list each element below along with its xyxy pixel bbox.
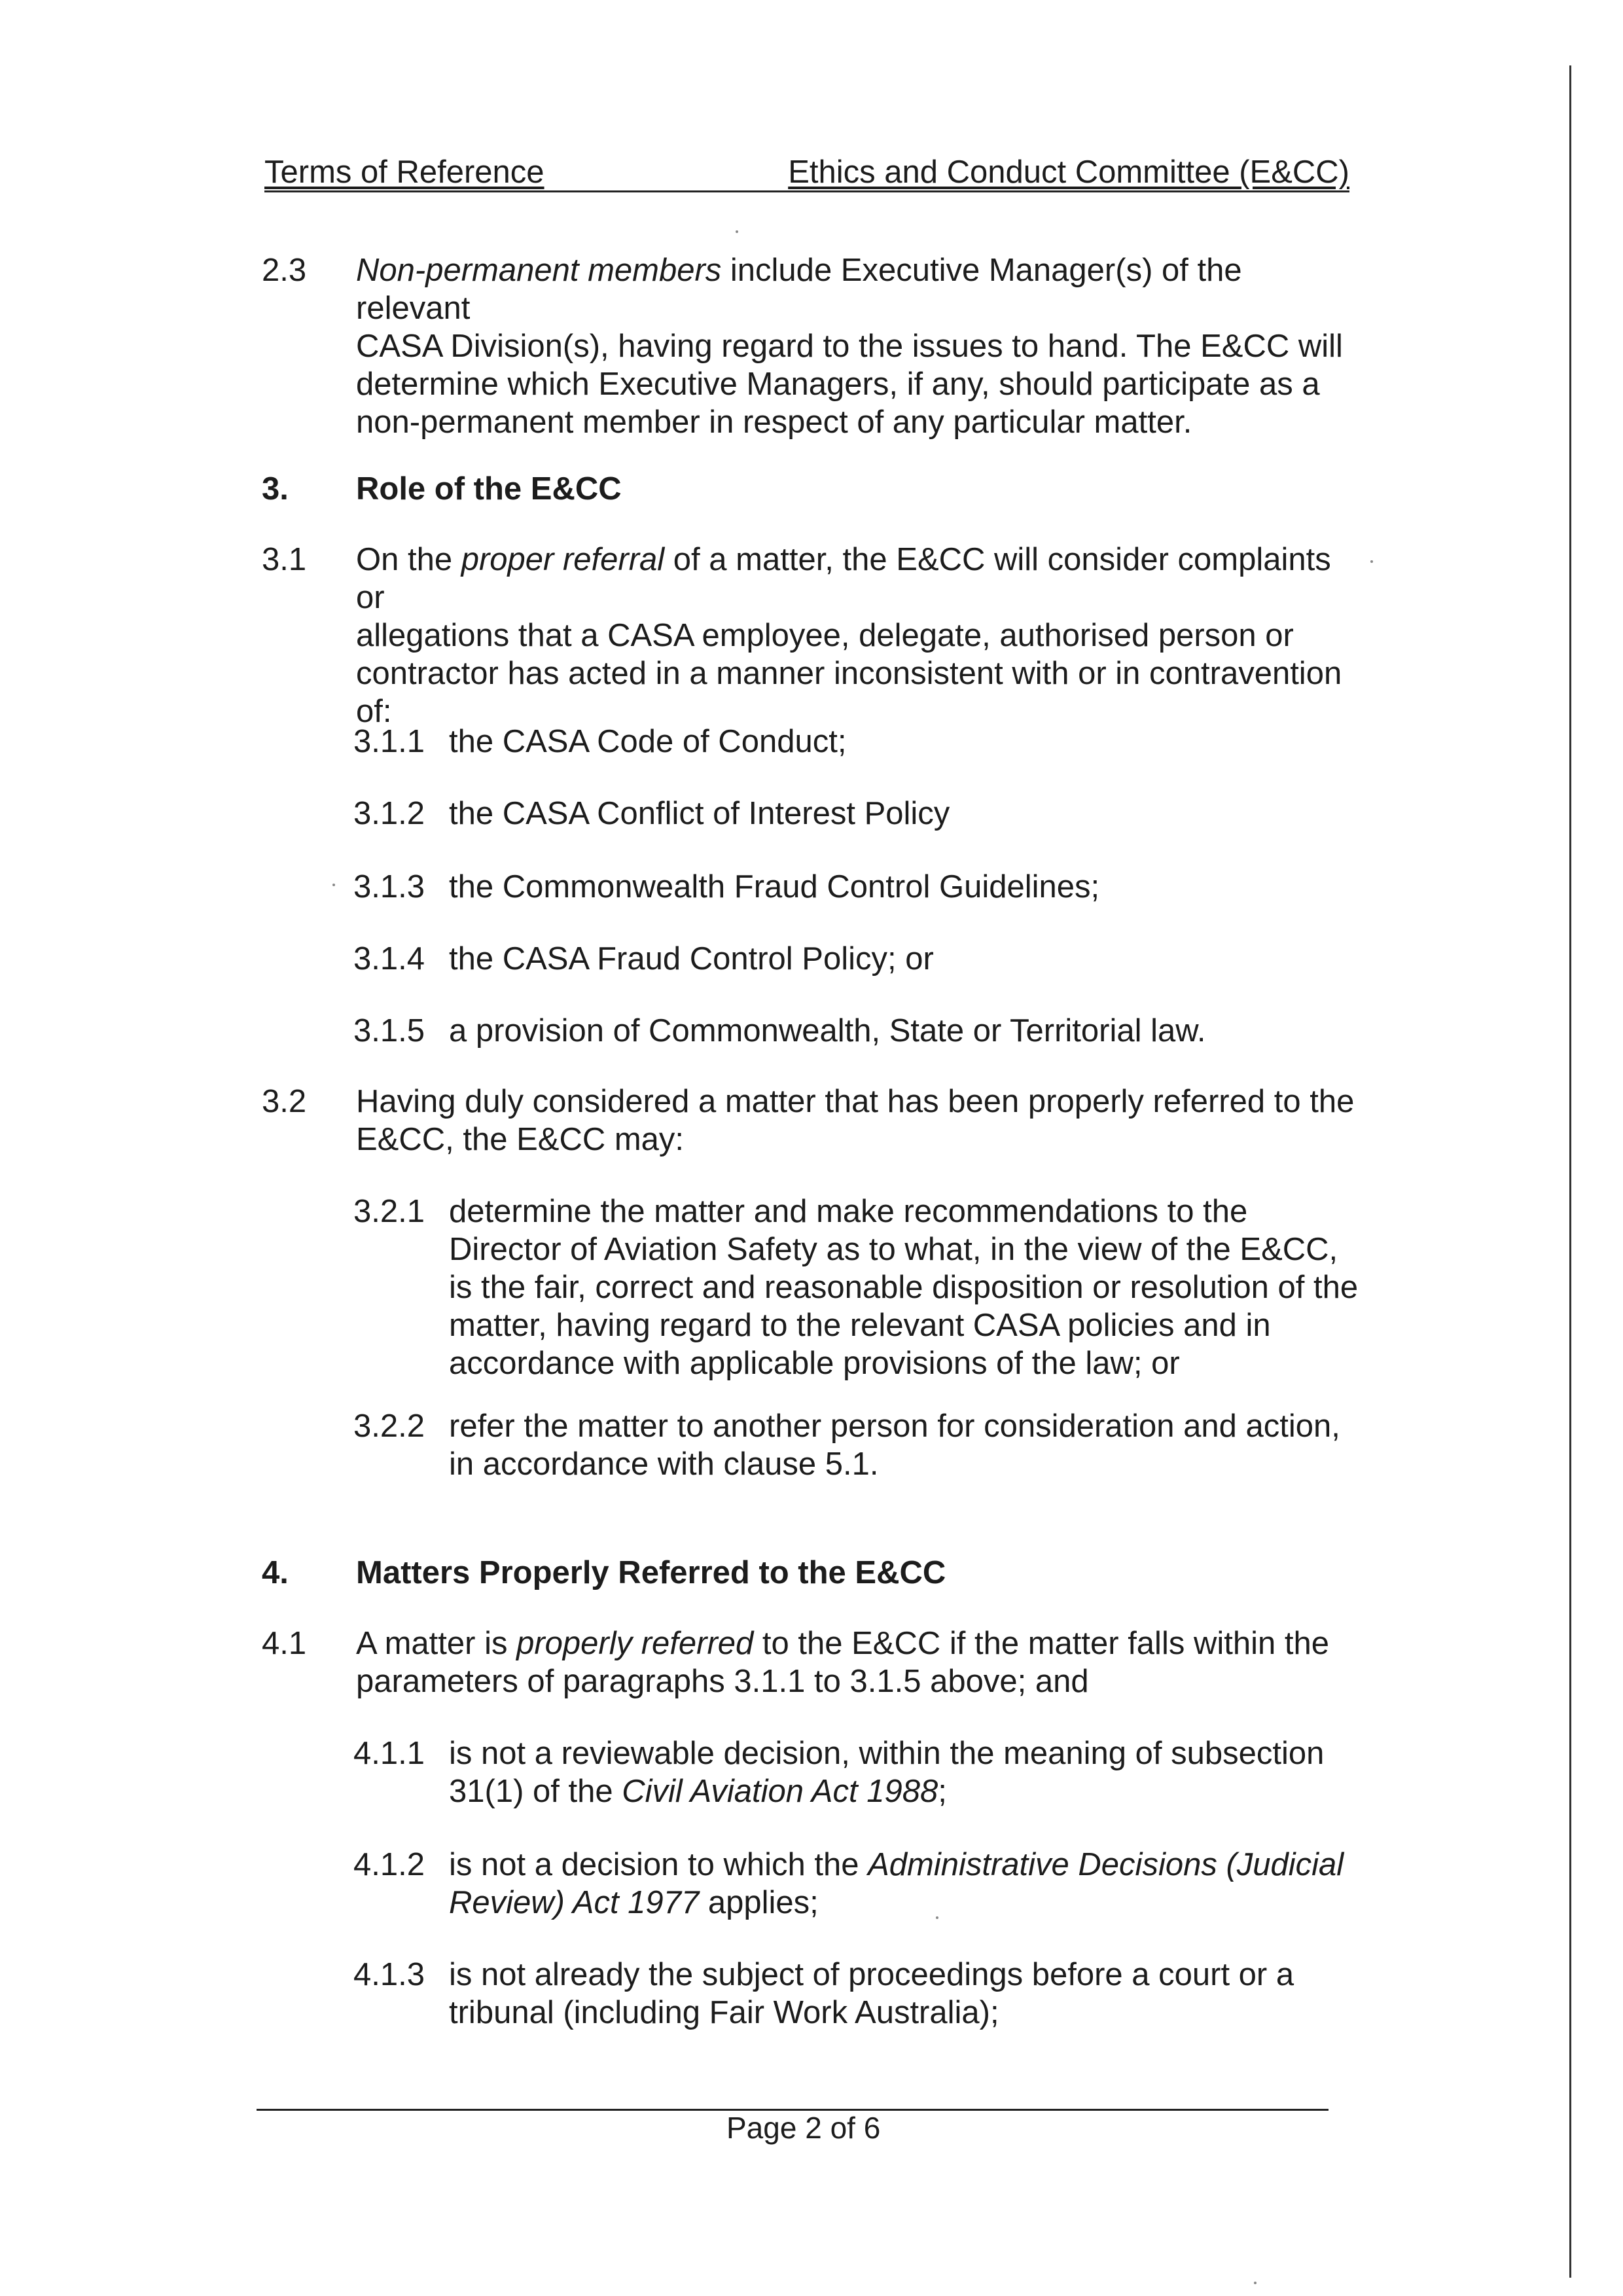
header-rule bbox=[264, 190, 1349, 192]
paragraph-3-2-1-text: determine the matter and make recommendations to the Director of Aviation Safety as to what, in the view of the E&CC, is the fair, correct and reasonable disposition or resolution of the matter, having regard to the relevant CASA policies and in accordance with applicable provisions of the law; or bbox=[449, 1194, 1359, 1381]
document-page: Terms of Reference Ethics and Conduct Committee (E&CC) 2.3 Non-permanent members include Executive Manager(s) of the relevant CASA Division(s), having regard to the issues to hand. The E&CC will determine which Executive Managers, if any, should participate as a non-permanent member in respect of any particular matter. 3. Role of the E&CC 3.1 On the proper referral of a matter, the E&CC will consider complaints or allegations that a CASA employee, delegate, authorised person or contractor has acted in a manner inconsistent with or in contravention of: 3.1.1 the CASA Code of Conduct; 3.1.2 the CASA Conflict of Interest Policy 3.1.3 the Commonwealth Fraud Control Guidelines; 3.1.4 the CASA Fraud Control Policy; or 3.1.5 a provision of Commonwealth, State or Territorial law. 3.2 Having duly considered a matter that has been properly referred to the E&CC, the E&CC may: 3.2.1 determine the matter and make recommendations to the Director of Aviation Safety as to what, in the view of the E&CC, is the fair, correct and reasonable disposition or resolution of the matter, having regard to the relevant CASA policies and in accordance with applicable provisions of the law; or 3.2.2 refer the matter to another person for consideration and action, in accordance with clause 5.1. 4. Matters Properly Referred to the E&CC 4.1 A matter is properly referred to the E&CC if the matter falls within the parameters of paragraphs 3.1.1 to 3.1.5 above; and 4.1.1 is not a reviewable decision, within the meaning of subsection 31(1) of the Civil Aviation Act 1988; 4.1.2 is not a decision to which the Administrative Decisions (Judicial Review) Act 1977 applies; 4.1.3 is not already the subject of proceedings before a court or a tribunal (including Fair Work Australia); Page 2 of 6 bbox=[0, 0, 1623, 2296]
scan-speck bbox=[1370, 560, 1373, 563]
paragraph-4-1-text: A matter is properly referred to the E&CC if the matter falls within the parameters of paragraphs 3.1.1 to 3.1.5 above; and bbox=[356, 1626, 1329, 1699]
scan-speck bbox=[1254, 2282, 1257, 2284]
paragraph-number: 2.3 bbox=[262, 253, 307, 288]
header-right: Ethics and Conduct Committee (E&CC) bbox=[788, 154, 1349, 190]
paragraph-3-2-text: Having duly considered a matter that has been properly referred to the E&CC, the E&CC may: bbox=[356, 1084, 1355, 1157]
scan-margin-line bbox=[1569, 65, 1571, 2278]
paragraph-4-1-3-text: is not already the subject of proceedings before a court or a tribunal (including Fair Work Australia); bbox=[449, 1957, 1294, 2030]
paragraph-2-3-text: Non-permanent members include Executive Manager(s) of the relevant CASA Division(s), having regard to the issues to hand. The E&CC will determine which Executive Managers, if any, should participate as a non-permanent member in respect of any particular matter. bbox=[356, 253, 1343, 440]
scan-speck bbox=[332, 884, 335, 886]
paragraph-3-1-text: On the proper referral of a matter, the E&CC will consider complaints or allegations that a CASA employee, delegate, authorised person or contractor has acted in a manner inconsistent with or in contravention of: bbox=[356, 542, 1342, 729]
scan-speck bbox=[736, 230, 738, 233]
header-left: Terms of Reference bbox=[264, 154, 544, 190]
paragraph-4-1-2-text: is not a decision to which the Administrative Decisions (Judicial Review) Act 1977 applies; bbox=[449, 1847, 1344, 1920]
paragraph-3-2-2-text: refer the matter to another person for consideration and action, in accordance with clause 5.1. bbox=[449, 1408, 1340, 1482]
page-header bbox=[264, 152, 1349, 192]
scan-speck bbox=[936, 1916, 938, 1919]
paragraph-4-1-1-text: is not a reviewable decision, within the meaning of subsection 31(1) of the Civil Aviation Act 1988; bbox=[449, 1736, 1325, 1809]
page-number: Page 2 of 6 bbox=[726, 2111, 881, 2145]
